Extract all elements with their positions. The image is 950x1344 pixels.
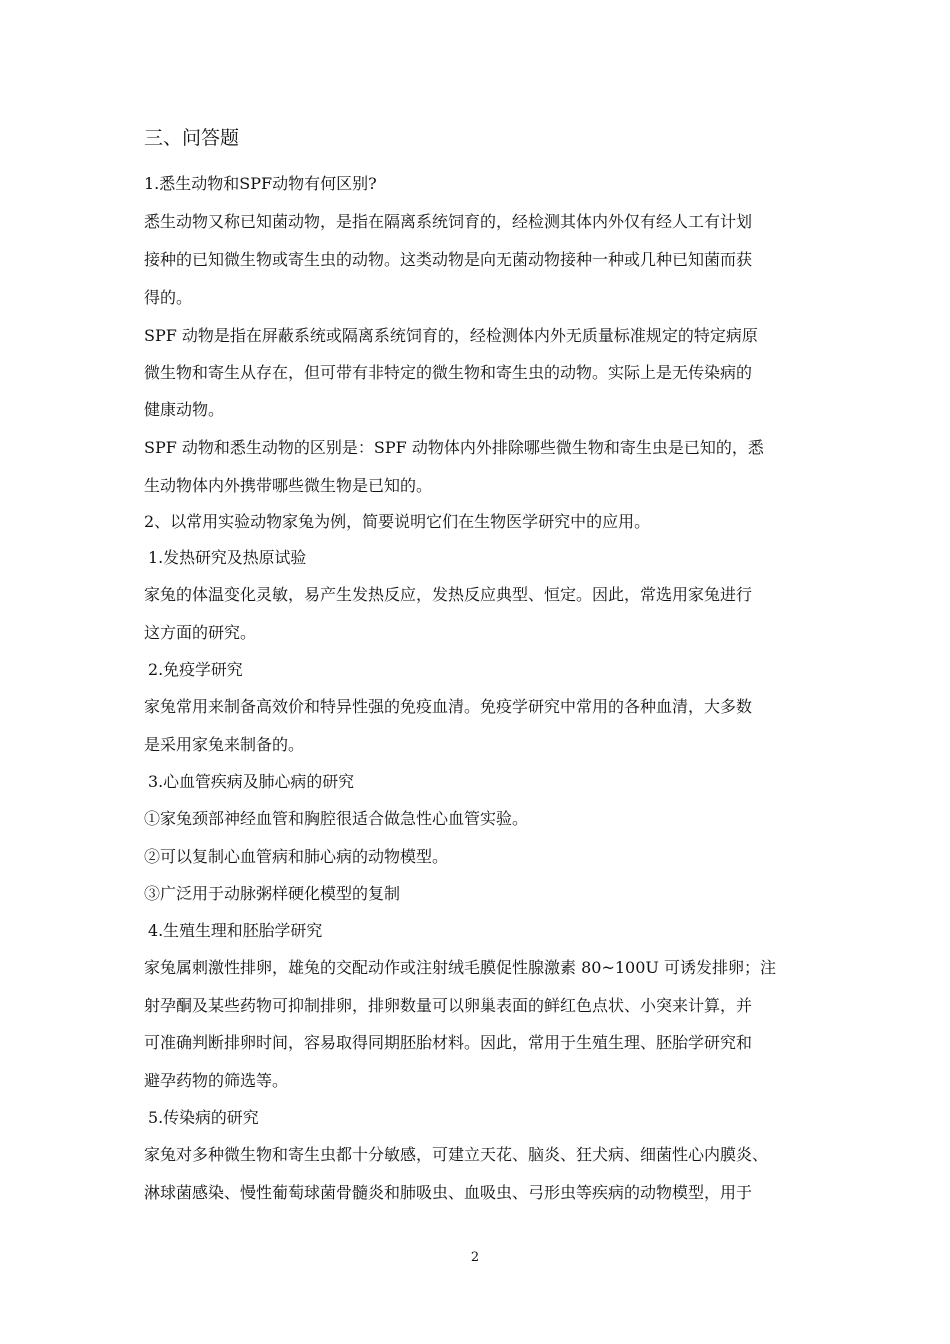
paragraph-line: 得的。 [144,288,193,307]
question-2: 2、以常用实验动物家兔为例，简要说明它们在生物医学研究中的应用。 [144,512,651,531]
question-1: 1.悉生动物和SPF动物有何区别? [144,174,377,193]
paragraph-line: 可准确判断排卵时间，容易取得同期胚胎材料。因此，常用于生殖生理、胚胎学研究和 [144,1033,753,1052]
section-title: 三、问答题 [144,127,240,149]
paragraph-line: SPF 动物是指在屏蔽系统或隔离系统饲育的，经检测体内外无质量标准规定的特定病原 [144,326,758,345]
paragraph-line: 悉生动物又称已知菌动物，是指在隔离系统饲育的，经检测其体内外仅有经人工有计划 [144,212,753,231]
paragraph-line: 微生物和寄生从存在，但可带有非特定的微生物和寄生虫的动物。实际上是无传染病的 [144,363,753,382]
paragraph-line: 生动物体内外携带哪些微生物是已知的。 [144,476,433,495]
paragraph-line: 是采用家兔来制备的。 [144,735,305,754]
paragraph-line: 家兔的体温变化灵敏，易产生发热反应，发热反应典型、恒定。因此，常选用家兔进行 [144,585,753,604]
paragraph-line: 家兔对多种微生物和寄生虫都十分敏感，可建立天花、脑炎、狂犬病、细菌性心内膜炎、 [144,1145,769,1164]
list-item: ①家兔颈部神经血管和胸腔很适合做急性心血管实验。 [144,809,529,828]
list-item: ③广泛用于动脉粥样硬化模型的复制 [144,884,401,903]
paragraph-line: 这方面的研究。 [144,623,257,642]
paragraph-line: SPF 动物和悉生动物的区别是：SPF 动物体内外排除哪些微生物和寄生虫是已知的，悉 [144,438,764,457]
page-number: 2 [470,1250,480,1265]
subheading: 4.生殖生理和胚胎学研究 [148,921,323,940]
paragraph-line: 避孕药物的筛选等。 [144,1071,289,1090]
paragraph-line: 家兔属刺激性排卵，雄兔的交配动作或注射绒毛膜促性腺激素 80~100U 可诱发排卵；注 [144,958,776,977]
subheading: 5.传染病的研究 [148,1108,259,1127]
paragraph-line: 淋球菌感染、慢性葡萄球菌骨髓炎和肺吸虫、血吸虫、弓形虫等疾病的动物模型，用于 [144,1183,753,1202]
subheading: 1.发热研究及热原试验 [148,548,307,567]
paragraph-line: 接种的已知微生物或寄生虫的动物。这类动物是向无菌动物接种一种或几种已知菌而获 [144,250,753,269]
paragraph-line: 射孕酮及某些药物可抑制排卵，排卵数量可以卵巢表面的鲜红色点状、小突来计算，并 [144,996,753,1015]
list-item: ②可以复制心血管病和肺心病的动物模型。 [144,847,449,866]
paragraph-line: 健康动物。 [144,400,225,419]
subheading: 2.免疫学研究 [148,660,243,679]
subheading: 3.心血管疾病及肺心病的研究 [148,772,355,791]
paragraph-line: 家兔常用来制备高效价和特异性强的免疫血清。免疫学研究中常用的各种血清，大多数 [144,697,753,716]
